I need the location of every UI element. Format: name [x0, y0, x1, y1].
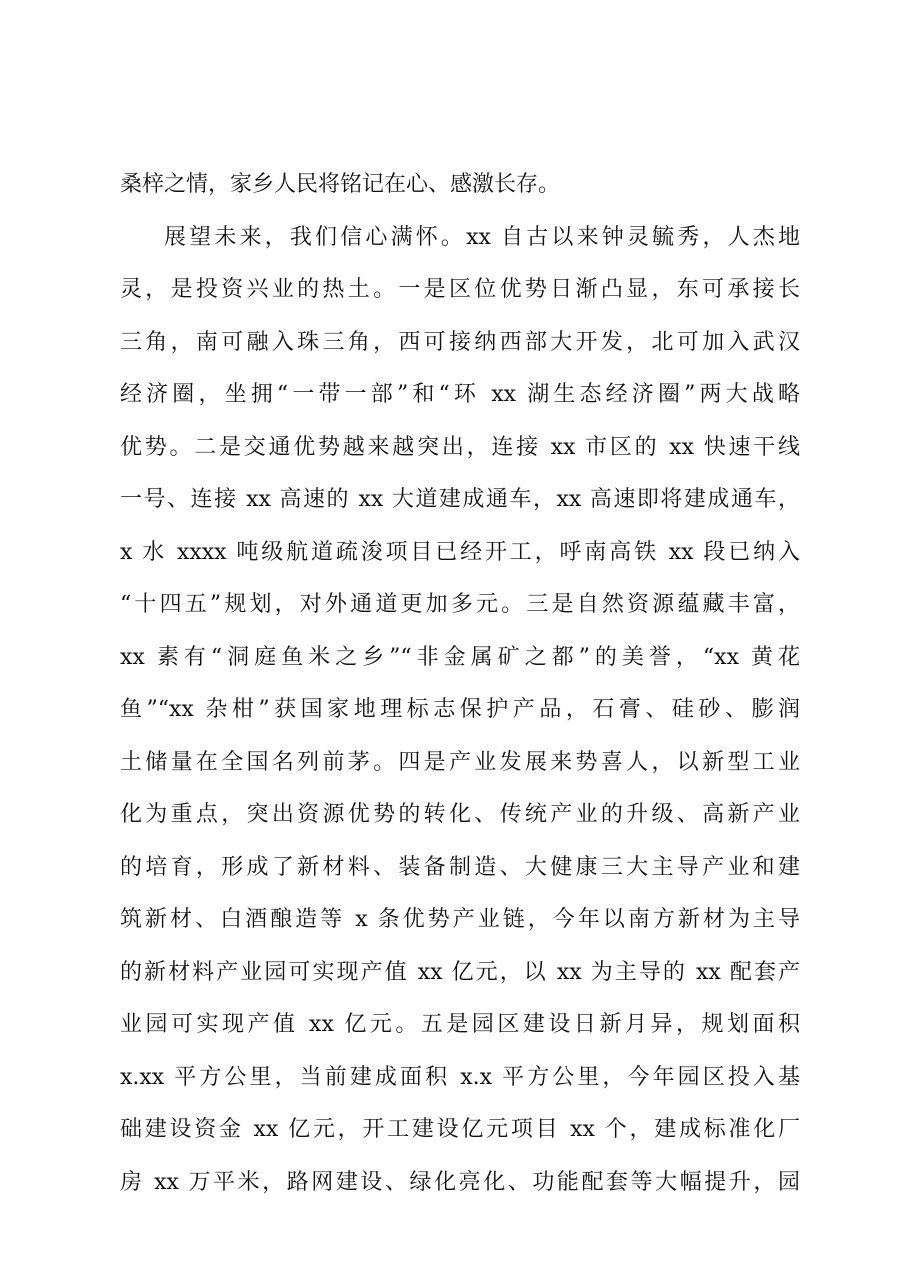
text-line: 房 xx 万平米，路网建设、绿化亮化、功能配套等大幅提升，园 — [120, 1169, 800, 1195]
text-line: x.xx 平方公里，当前建成面积 x.x 平方公里，今年园区投入基 — [120, 1064, 800, 1090]
text-line: 灵，是投资兴业的热土。一是区位优势日渐凸显，东可承接长 — [120, 277, 800, 302]
text-line: 土储量在全国名列前茅。四是产业发展来势喜人，以新型工业 — [120, 749, 800, 775]
text-line: 鱼”“xx 杂柑”获国家地理标志保护产品，石膏、硅砂、膨润 — [120, 697, 800, 722]
text-line: 筑新材、白酒酿造等 x 条优势产业链，今年以南方新材为主导 — [120, 907, 800, 932]
paragraph-first-line: 展望未来，我们信心满怀。xx 自古以来钟灵毓秀，人杰地 — [164, 224, 800, 250]
text-line: 三角，南可融入珠三角，西可接纳西部大开发，北可加入武汉 — [120, 329, 800, 355]
text-line: 经济圈，坐拥“一带一部”和“环 xx 湖生态经济圈”两大战略 — [120, 382, 800, 407]
text-line: xx 素有“洞庭鱼米之乡”“非金属矿之都”的美誉，“xx 黄花 — [120, 644, 800, 670]
text-line: 一号、连接 xx 高速的 xx 大道建成通车，xx 高速即将建成通车， — [120, 487, 800, 512]
text-line: 础建设资金 xx 亿元，开工建设亿元项目 xx 个，建成标准化厂 — [120, 1117, 800, 1142]
text-line: 优势。二是交通优势越来越突出，连接 xx 市区的 xx 快速干线 — [120, 434, 800, 460]
body-text — [120, 159, 800, 1209]
text-line: x 水 xxxx 吨级航道疏浚项目已经开工，呼南高铁 xx 段已纳入 — [120, 539, 800, 565]
text-line: 桑梓之情，家乡人民将铭记在心、感激长存。 — [120, 172, 561, 197]
text-line: 的培育，形成了新材料、装备制造、大健康三大主导产业和建 — [120, 854, 800, 880]
text-line: 的新材料产业园可实现产值 xx 亿元，以 xx 为主导的 xx 配套产 — [120, 959, 800, 985]
text-line: “十四五”规划，对外通道更加多元。三是自然资源蕴藏丰富， — [120, 592, 800, 617]
text-line: 化为重点，突出资源优势的转化、传统产业的升级、高新产业 — [120, 802, 800, 827]
text-line: 业园可实现产值 xx 亿元。五是园区建设日新月异，规划面积 — [120, 1012, 800, 1037]
